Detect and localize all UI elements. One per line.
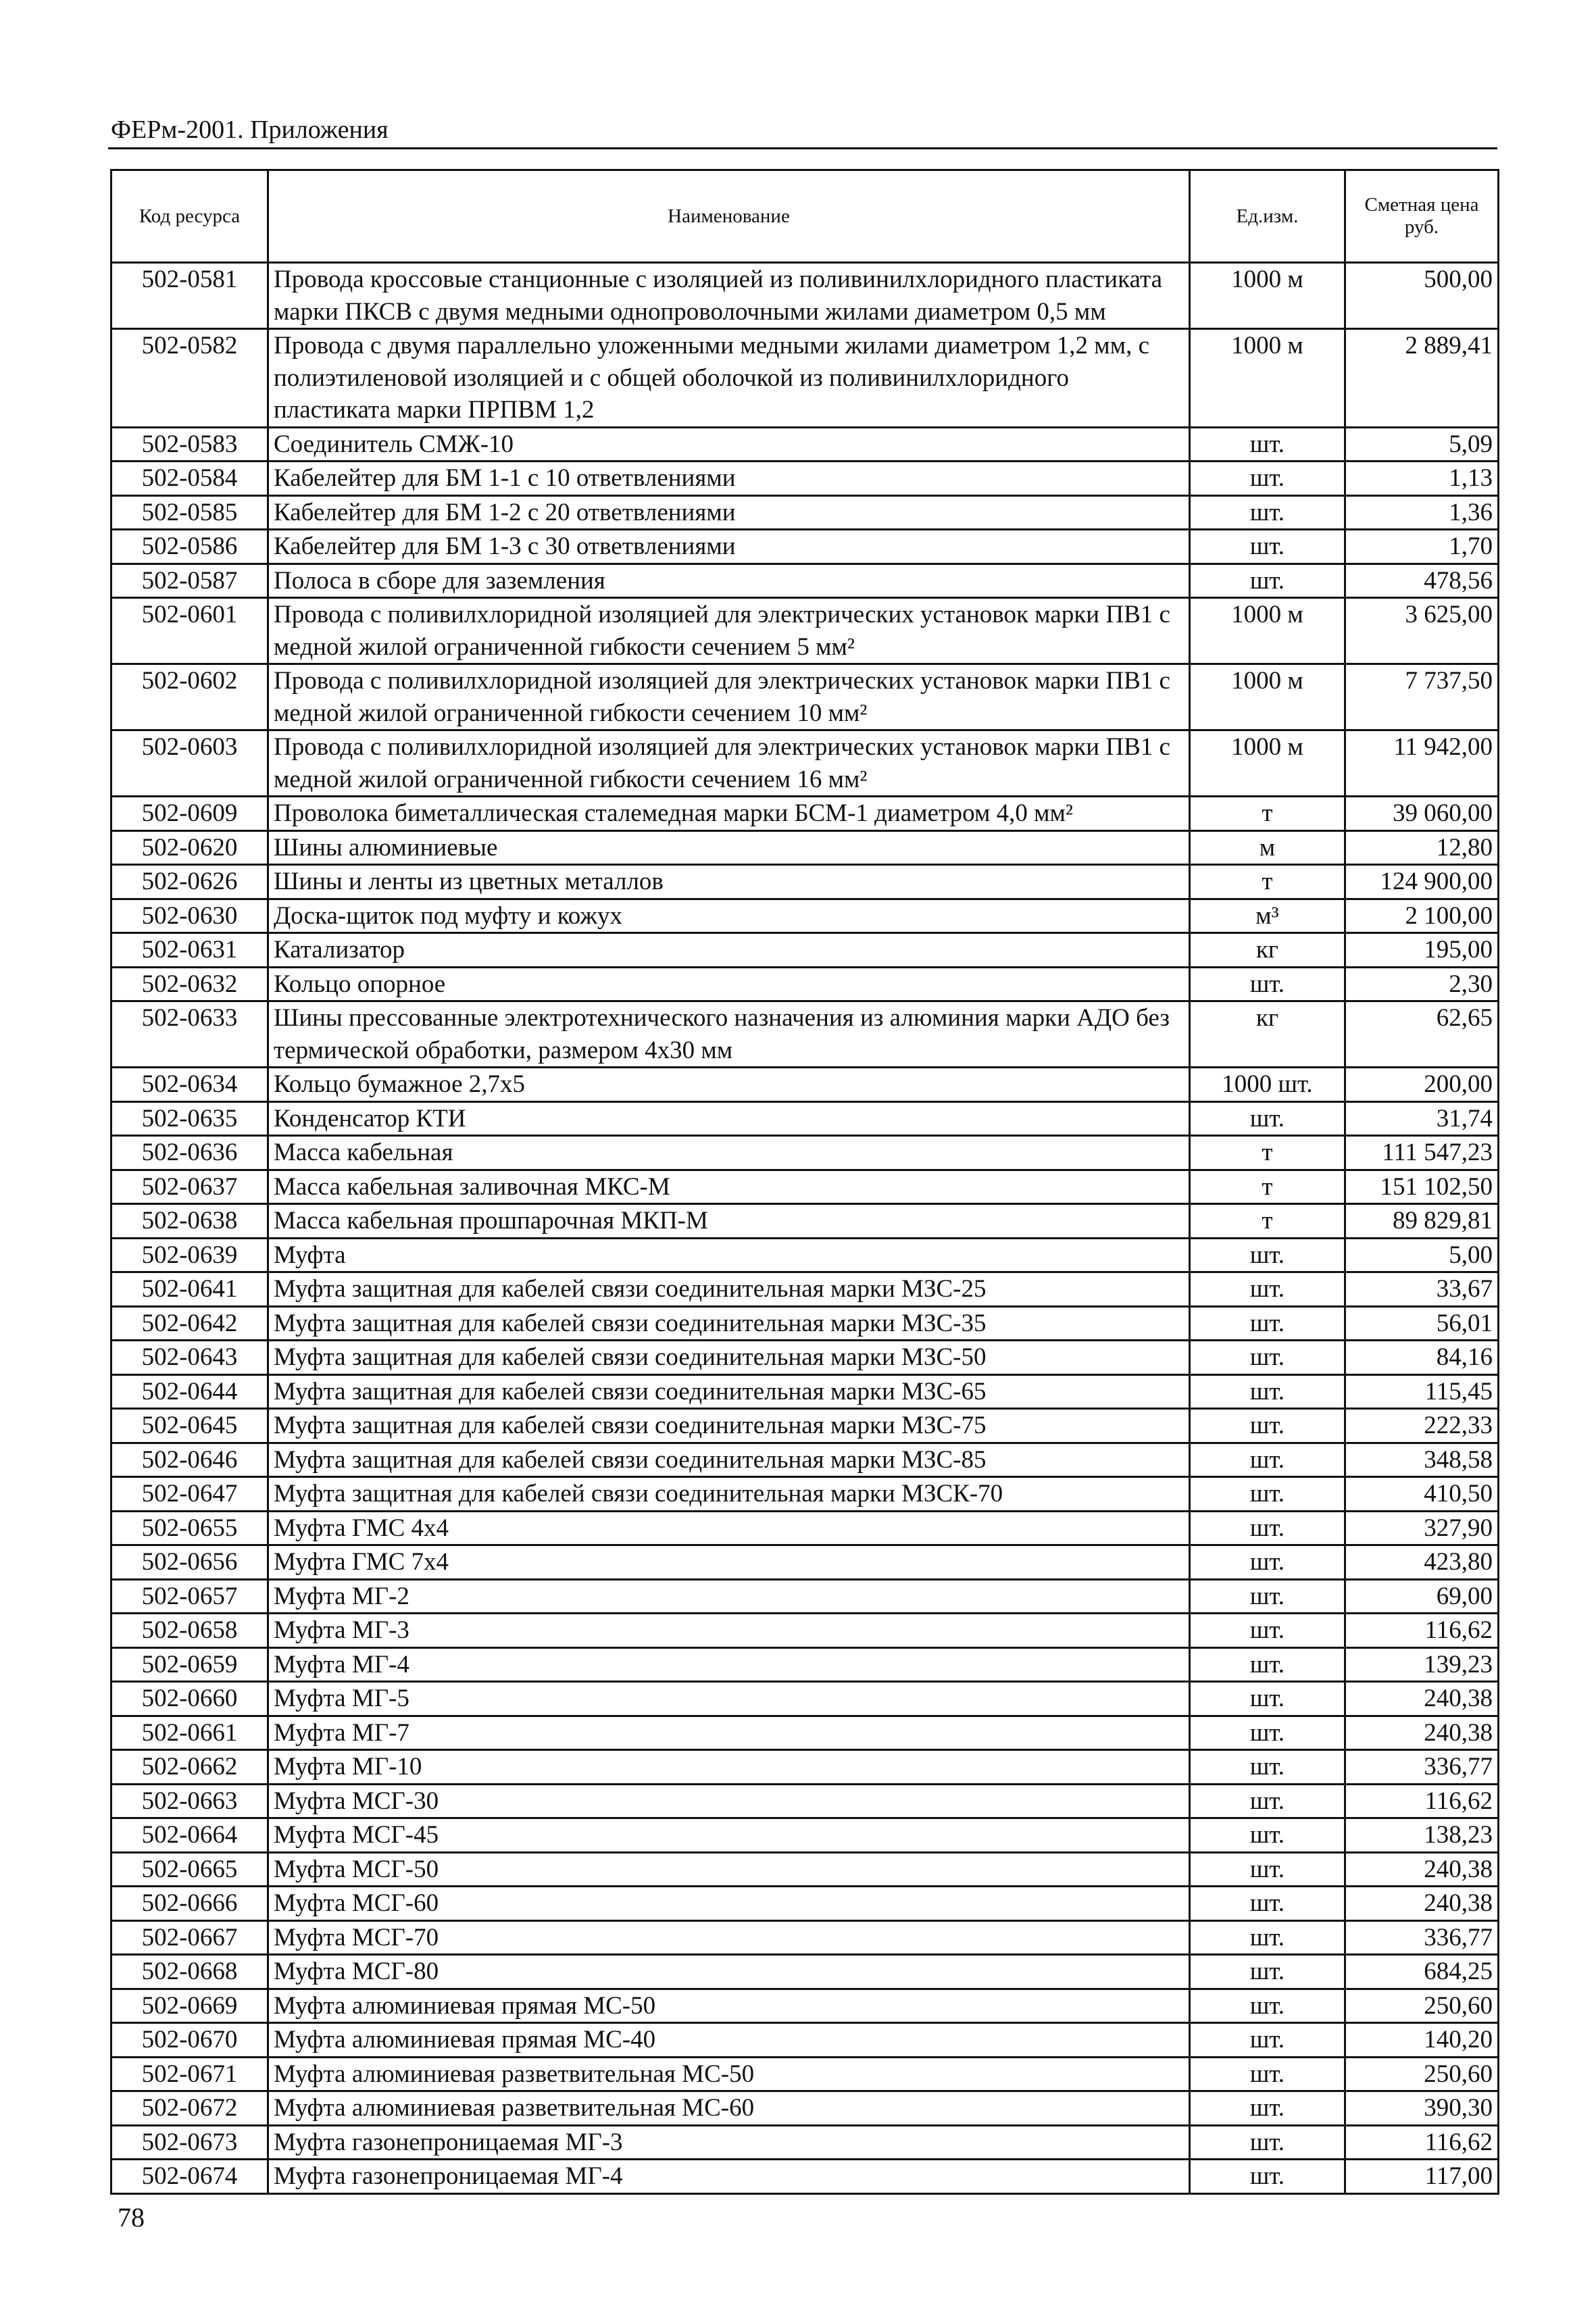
resource-price: 115,45 — [1345, 1374, 1499, 1409]
resource-name: Муфта МСГ-45 — [268, 1818, 1190, 1853]
resource-code: 502-0603 — [111, 730, 268, 797]
resource-name: Муфта алюминиевая разветвительная МС-50 — [268, 2057, 1190, 2091]
table-row — [111, 564, 1499, 598]
resource-name: Муфта ГМС 4х4 — [268, 1511, 1190, 1545]
table-row — [111, 1238, 1499, 1272]
table-row — [111, 2091, 1499, 2126]
resource-price: 240,38 — [1345, 1716, 1499, 1750]
resource-name: Масса кабельная заливочная МКС-М — [268, 1170, 1190, 1204]
resource-unit: шт. — [1190, 1306, 1345, 1341]
resource-unit: кг — [1190, 1001, 1345, 1068]
table-row — [111, 598, 1499, 664]
resource-name: Масса кабельная — [268, 1136, 1190, 1170]
resource-name: Муфта МГ-2 — [268, 1579, 1190, 1614]
resource-price: 89 829,81 — [1345, 1204, 1499, 1239]
resource-price: 327,90 — [1345, 1511, 1499, 1545]
resource-code: 502-0656 — [111, 1545, 268, 1580]
table-row — [111, 1920, 1499, 1955]
resource-price: 240,38 — [1345, 1852, 1499, 1887]
resource-price: 116,62 — [1345, 1614, 1499, 1648]
table-row — [111, 1784, 1499, 1818]
resource-unit: шт. — [1190, 1101, 1345, 1136]
resource-code: 502-0655 — [111, 1511, 268, 1545]
resource-unit: 1000 м — [1190, 329, 1345, 428]
resource-unit: 1000 м — [1190, 263, 1345, 329]
table-row — [111, 1306, 1499, 1341]
resource-name: Муфта защитная для кабелей связи соединительная марки МЗС-35 — [268, 1306, 1190, 1341]
table-row — [111, 1001, 1499, 1068]
resource-code: 502-0669 — [111, 1989, 268, 2023]
resource-price: 39 060,00 — [1345, 797, 1499, 831]
resource-code: 502-0663 — [111, 1784, 268, 1818]
resource-code: 502-0643 — [111, 1341, 268, 1375]
resource-code: 502-0587 — [111, 564, 268, 598]
resource-unit: 1000 м — [1190, 664, 1345, 730]
resource-code: 502-0673 — [111, 2125, 268, 2160]
resource-price: 139,23 — [1345, 1647, 1499, 1682]
resource-name: Муфта защитная для кабелей связи соединительная марки МЗС-65 — [268, 1374, 1190, 1409]
resource-price: 116,62 — [1345, 2125, 1499, 2160]
resource-name: Муфта МГ-3 — [268, 1614, 1190, 1648]
resource-unit: шт. — [1190, 495, 1345, 530]
header-name: Наименование — [268, 170, 1190, 263]
resource-code: 502-0660 — [111, 1682, 268, 1716]
resource-unit: шт. — [1190, 1920, 1345, 1955]
page-header — [108, 107, 1497, 149]
resource-name: Масса кабельная прошпарочная МКП-М — [268, 1204, 1190, 1239]
resource-price: 478,56 — [1345, 564, 1499, 598]
resource-name: Муфта защитная для кабелей связи соединительная марки МЗС-50 — [268, 1341, 1190, 1375]
table-row — [111, 462, 1499, 496]
resource-price: 117,00 — [1345, 2160, 1499, 2194]
document-title: ФЕРм-2001. Приложения — [111, 116, 389, 144]
resource-price: 250,60 — [1345, 2057, 1499, 2091]
resource-name: Кабелейтер для БМ 1-2 с 20 ответвлениями — [268, 495, 1190, 530]
table-row — [111, 530, 1499, 564]
resource-name: Доска-щиток под муфту и кожух — [268, 899, 1190, 933]
resource-unit: шт. — [1190, 1750, 1345, 1785]
resource-code: 502-0633 — [111, 1001, 268, 1068]
resource-unit: шт. — [1190, 967, 1345, 1001]
resource-unit: шт. — [1190, 1341, 1345, 1375]
resource-unit: шт. — [1190, 1443, 1345, 1477]
resource-price: 240,38 — [1345, 1887, 1499, 1921]
resource-code: 502-0667 — [111, 1920, 268, 1955]
resource-code: 502-0671 — [111, 2057, 268, 2091]
resource-price: 250,60 — [1345, 1989, 1499, 2023]
resource-unit: т — [1190, 865, 1345, 899]
resource-price: 138,23 — [1345, 1818, 1499, 1853]
table-row — [111, 1818, 1499, 1853]
resource-name: Муфта МСГ-30 — [268, 1784, 1190, 1818]
table-row — [111, 1101, 1499, 1136]
resource-name: Конденсатор КТИ — [268, 1101, 1190, 1136]
resource-name: Муфта МГ-5 — [268, 1682, 1190, 1716]
resource-unit: шт. — [1190, 1716, 1345, 1750]
table-row — [111, 1443, 1499, 1477]
resource-code: 502-0664 — [111, 1818, 268, 1853]
resource-unit: шт. — [1190, 2091, 1345, 2126]
resource-name: Муфта МГ-4 — [268, 1647, 1190, 1682]
resource-code: 502-0634 — [111, 1068, 268, 1102]
resource-price: 62,65 — [1345, 1001, 1499, 1068]
resource-unit: шт. — [1190, 1545, 1345, 1580]
resource-unit: шт. — [1190, 1579, 1345, 1614]
resource-unit: шт. — [1190, 2125, 1345, 2160]
resource-price: 2 100,00 — [1345, 899, 1499, 933]
resource-price: 7 737,50 — [1345, 664, 1499, 730]
resource-code: 502-0659 — [111, 1647, 268, 1682]
table-row — [111, 1068, 1499, 1102]
resource-name: Муфта алюминиевая разветвительная МС-60 — [268, 2091, 1190, 2126]
resource-unit: шт. — [1190, 462, 1345, 496]
table-row — [111, 1614, 1499, 1648]
resource-price: 1,13 — [1345, 462, 1499, 496]
resource-price: 195,00 — [1345, 933, 1499, 968]
table-header-row — [111, 170, 1499, 263]
table-row — [111, 967, 1499, 1001]
resource-name: Провода с поливилхлоридной изоляцией для электрических установок марки ПВ1 с медной жилой ограниченной гибкости сечением 16 мм² — [268, 730, 1190, 797]
resource-price: 140,20 — [1345, 2023, 1499, 2058]
table-row — [111, 1204, 1499, 1239]
resource-unit: шт. — [1190, 564, 1345, 598]
resource-code: 502-0609 — [111, 797, 268, 831]
resource-unit: шт. — [1190, 1647, 1345, 1682]
resource-code: 502-0658 — [111, 1614, 268, 1648]
resource-name: Муфта газонепроницаемая МГ-4 — [268, 2160, 1190, 2194]
resource-name: Шины алюминиевые — [268, 830, 1190, 865]
resource-price: 336,77 — [1345, 1920, 1499, 1955]
resource-name: Кольцо опорное — [268, 967, 1190, 1001]
resource-code: 502-0657 — [111, 1579, 268, 1614]
table-row — [111, 830, 1499, 865]
resource-code: 502-0586 — [111, 530, 268, 564]
resource-price: 684,25 — [1345, 1955, 1499, 1989]
resource-name: Муфта алюминиевая прямая МС-50 — [268, 1989, 1190, 2023]
resource-price: 500,00 — [1345, 263, 1499, 329]
resource-name: Муфта защитная для кабелей связи соединительная марки МЗСК-70 — [268, 1477, 1190, 1512]
resource-code: 502-0670 — [111, 2023, 268, 2058]
resource-code: 502-0581 — [111, 263, 268, 329]
resource-name: Кабелейтер для БМ 1-1 с 10 ответвлениями — [268, 462, 1190, 496]
page-number: 78 — [118, 2202, 145, 2233]
resource-code: 502-0638 — [111, 1204, 268, 1239]
resource-name: Кольцо бумажное 2,7х5 — [268, 1068, 1190, 1102]
resource-price: 390,30 — [1345, 2091, 1499, 2126]
resource-unit: 1000 шт. — [1190, 1068, 1345, 1102]
resource-unit: т — [1190, 1204, 1345, 1239]
resource-code: 502-0645 — [111, 1409, 268, 1443]
resource-name: Муфта защитная для кабелей связи соединительная марки МЗС-75 — [268, 1409, 1190, 1443]
resource-code: 502-0582 — [111, 329, 268, 428]
resource-name: Муфта — [268, 1238, 1190, 1272]
resource-code: 502-0637 — [111, 1170, 268, 1204]
resource-price: 111 547,23 — [1345, 1136, 1499, 1170]
resource-unit: м³ — [1190, 899, 1345, 933]
table-row — [111, 2057, 1499, 2091]
resource-name: Муфта МСГ-70 — [268, 1920, 1190, 1955]
resource-name: Провода с поливилхлоридной изоляцией для электрических установок марки ПВ1 с медной жилой ограниченной гибкости сечением 5 мм² — [268, 598, 1190, 664]
table-row — [111, 933, 1499, 968]
table-row — [111, 495, 1499, 530]
resource-price: 56,01 — [1345, 1306, 1499, 1341]
header-unit: Ед.изм. — [1190, 170, 1345, 263]
table-row — [111, 1989, 1499, 2023]
resource-code: 502-0636 — [111, 1136, 268, 1170]
resource-price: 116,62 — [1345, 1784, 1499, 1818]
resource-name: Кабелейтер для БМ 1-3 с 30 ответвлениями — [268, 530, 1190, 564]
resource-name: Муфта МГ-10 — [268, 1750, 1190, 1785]
resource-unit: 1000 м — [1190, 598, 1345, 664]
resource-unit: шт. — [1190, 2057, 1345, 2091]
resource-name: Муфта МГ-7 — [268, 1716, 1190, 1750]
resource-price: 124 900,00 — [1345, 865, 1499, 899]
resource-unit: шт. — [1190, 1955, 1345, 1989]
resource-price: 1,70 — [1345, 530, 1499, 564]
table-row — [111, 1511, 1499, 1545]
resource-code: 502-0583 — [111, 427, 268, 462]
table-row — [111, 797, 1499, 831]
resource-unit: шт. — [1190, 1409, 1345, 1443]
table-row — [111, 1716, 1499, 1750]
resource-name: Муфта защитная для кабелей связи соединительная марки МЗС-25 — [268, 1272, 1190, 1307]
table-row — [111, 730, 1499, 797]
resource-name: Муфта защитная для кабелей связи соединительная марки МЗС-85 — [268, 1443, 1190, 1477]
resource-name: Провода с поливилхлоридной изоляцией для электрических установок марки ПВ1 с медной жилой ограниченной гибкости сечением 10 мм² — [268, 664, 1190, 730]
table-row — [111, 1750, 1499, 1785]
table-row — [111, 1955, 1499, 1989]
resource-code: 502-0646 — [111, 1443, 268, 1477]
resource-code: 502-0585 — [111, 495, 268, 530]
resource-name: Муфта МСГ-80 — [268, 1955, 1190, 1989]
table-row — [111, 1170, 1499, 1204]
resource-code: 502-0635 — [111, 1101, 268, 1136]
resource-price: 151 102,50 — [1345, 1170, 1499, 1204]
resource-price: 5,00 — [1345, 1238, 1499, 1272]
resource-code: 502-0647 — [111, 1477, 268, 1512]
resource-code: 502-0602 — [111, 664, 268, 730]
resource-unit: т — [1190, 1136, 1345, 1170]
resource-unit: шт. — [1190, 1238, 1345, 1272]
table-row — [111, 1341, 1499, 1375]
resource-price: 11 942,00 — [1345, 730, 1499, 797]
resource-unit: шт. — [1190, 1852, 1345, 1887]
resource-price: 3 625,00 — [1345, 598, 1499, 664]
table-row — [111, 427, 1499, 462]
resource-name: Муфта МСГ-50 — [268, 1852, 1190, 1887]
resource-code: 502-0641 — [111, 1272, 268, 1307]
table-row — [111, 1647, 1499, 1682]
resource-code: 502-0626 — [111, 865, 268, 899]
table-row — [111, 1852, 1499, 1887]
resource-unit: шт. — [1190, 1272, 1345, 1307]
resource-code: 502-0642 — [111, 1306, 268, 1341]
resource-code: 502-0584 — [111, 462, 268, 496]
resource-code: 502-0668 — [111, 1955, 268, 1989]
resource-unit: шт. — [1190, 1818, 1345, 1853]
resource-name: Соединитель СМЖ-10 — [268, 427, 1190, 462]
resource-price: 69,00 — [1345, 1579, 1499, 1614]
header-price: Сметная цена руб. — [1345, 170, 1499, 263]
resource-name: Полоса в сборе для заземления — [268, 564, 1190, 598]
resource-price: 12,80 — [1345, 830, 1499, 865]
resource-unit: м — [1190, 830, 1345, 865]
resource-name: Провода с двумя параллельно уложенными медными жилами диаметром 1,2 мм, с полиэтиленовой изоляцией и с общей оболочкой из поливинилхлоридного пластиката марки ПРПВМ 1,2 — [268, 329, 1190, 428]
resource-unit: шт. — [1190, 1887, 1345, 1921]
resource-code: 502-0661 — [111, 1716, 268, 1750]
resource-unit: шт. — [1190, 2023, 1345, 2058]
table-row — [111, 664, 1499, 730]
resource-price: 348,58 — [1345, 1443, 1499, 1477]
table-row — [111, 1887, 1499, 1921]
resource-code: 502-0620 — [111, 830, 268, 865]
resource-code: 502-0674 — [111, 2160, 268, 2194]
resource-code: 502-0665 — [111, 1852, 268, 1887]
table-row — [111, 1545, 1499, 1580]
resource-code: 502-0631 — [111, 933, 268, 968]
table-row — [111, 1409, 1499, 1443]
table-row — [111, 2125, 1499, 2160]
resource-unit: шт. — [1190, 1374, 1345, 1409]
resource-unit: т — [1190, 1170, 1345, 1204]
resource-unit: шт. — [1190, 1784, 1345, 1818]
resource-unit: шт. — [1190, 1511, 1345, 1545]
resource-price: 336,77 — [1345, 1750, 1499, 1785]
resource-price: 2,30 — [1345, 967, 1499, 1001]
table-row — [111, 1136, 1499, 1170]
table-row — [111, 899, 1499, 933]
resource-price: 2 889,41 — [1345, 329, 1499, 428]
resource-unit: шт. — [1190, 1614, 1345, 1648]
resource-code: 502-0644 — [111, 1374, 268, 1409]
resource-price: 410,50 — [1345, 1477, 1499, 1512]
resource-price: 200,00 — [1345, 1068, 1499, 1102]
resource-price: 423,80 — [1345, 1545, 1499, 1580]
resource-name: Муфта МСГ-60 — [268, 1887, 1190, 1921]
table-row — [111, 865, 1499, 899]
resource-unit: шт. — [1190, 1477, 1345, 1512]
header-code: Код ресурса — [111, 170, 268, 263]
table-body — [111, 263, 1499, 2194]
resource-price: 31,74 — [1345, 1101, 1499, 1136]
table-row — [111, 2023, 1499, 2058]
resource-price: 84,16 — [1345, 1341, 1499, 1375]
resource-name: Муфта газонепроницаемая МГ-3 — [268, 2125, 1190, 2160]
resource-name: Проволока биметаллическая сталемедная марки БСМ-1 диаметром 4,0 мм² — [268, 797, 1190, 831]
resource-unit: шт. — [1190, 1682, 1345, 1716]
resource-code: 502-0630 — [111, 899, 268, 933]
resource-name: Шины прессованные электротехнического назначения из алюминия марки АДО без термической обработки, размером 4х30 мм — [268, 1001, 1190, 1068]
table-row — [111, 1374, 1499, 1409]
resource-code: 502-0639 — [111, 1238, 268, 1272]
resource-unit: шт. — [1190, 427, 1345, 462]
resource-name: Муфта ГМС 7х4 — [268, 1545, 1190, 1580]
resource-name: Шины и ленты из цветных металлов — [268, 865, 1190, 899]
resource-price: 240,38 — [1345, 1682, 1499, 1716]
resource-code: 502-0601 — [111, 598, 268, 664]
resource-unit: 1000 м — [1190, 730, 1345, 797]
resource-price: 33,67 — [1345, 1272, 1499, 1307]
table-row — [111, 1272, 1499, 1307]
resource-table — [110, 169, 1499, 2195]
table-row — [111, 263, 1499, 329]
resource-unit: шт. — [1190, 2160, 1345, 2194]
table-row — [111, 1477, 1499, 1512]
resource-unit: кг — [1190, 933, 1345, 968]
resource-unit: т — [1190, 797, 1345, 831]
resource-name: Провода кроссовые станционные с изоляцией из поливинилхлоридного пластиката марки ПКСВ с двумя медными однопроволочными жилами диаметром 0,5 мм — [268, 263, 1190, 329]
resource-price: 5,09 — [1345, 427, 1499, 462]
resource-code: 502-0672 — [111, 2091, 268, 2126]
resource-code: 502-0632 — [111, 967, 268, 1001]
resource-name: Муфта алюминиевая прямая МС-40 — [268, 2023, 1190, 2058]
resource-code: 502-0666 — [111, 1887, 268, 1921]
table-row — [111, 2160, 1499, 2194]
resource-name: Катализатор — [268, 933, 1190, 968]
table-row — [111, 1579, 1499, 1614]
resource-unit: шт. — [1190, 1989, 1345, 2023]
resource-unit: шт. — [1190, 530, 1345, 564]
table-row — [111, 1682, 1499, 1716]
table-row — [111, 329, 1499, 428]
resource-price: 222,33 — [1345, 1409, 1499, 1443]
resource-price: 1,36 — [1345, 495, 1499, 530]
resource-code: 502-0662 — [111, 1750, 268, 1785]
